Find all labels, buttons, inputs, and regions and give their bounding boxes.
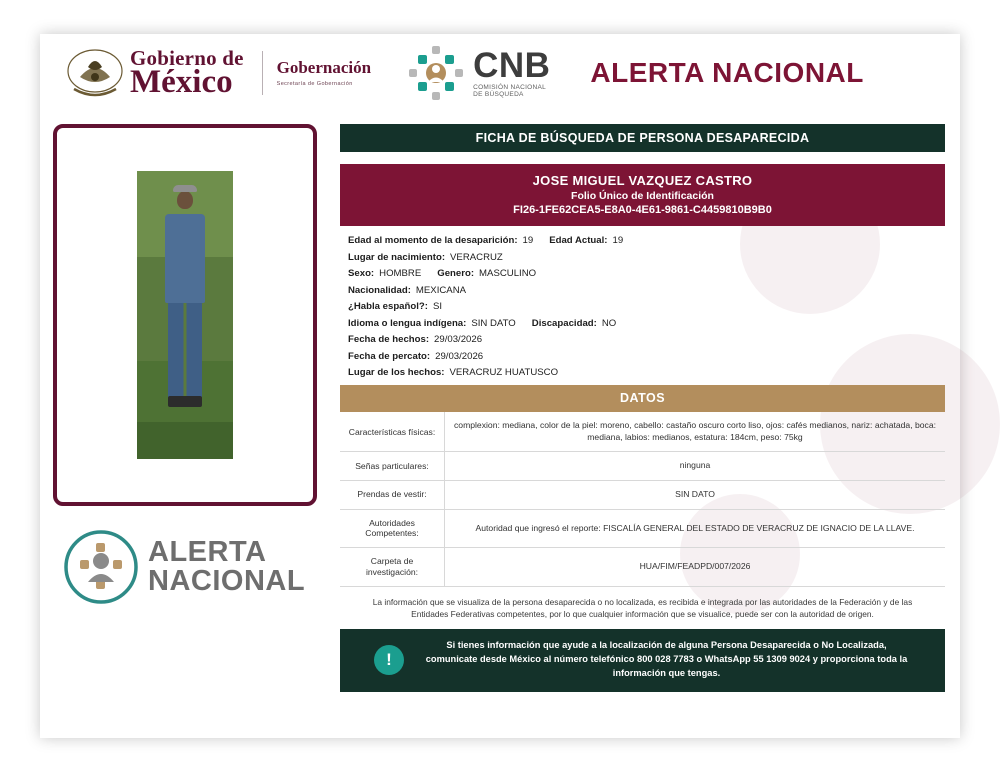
field-row <box>348 334 945 345</box>
cnb-subtitle-1: COMISIÓN NACIONAL <box>473 84 547 91</box>
alert-sheet <box>40 34 960 738</box>
alerta-mark-icon <box>64 530 138 604</box>
field-label: Fecha de percato: <box>348 350 431 362</box>
field-label-2: Discapacidad: <box>531 317 597 329</box>
ficha-banner: FICHA DE BÚSQUEDA DE PERSONA DESAPARECIDA <box>340 124 945 152</box>
table-row <box>340 412 945 452</box>
field-value: 29/03/2026 <box>435 350 484 362</box>
field-value: SIN DATO <box>471 317 516 329</box>
contact-footer <box>340 629 945 692</box>
gobierno-line2: México <box>130 63 233 100</box>
identity-banner <box>340 164 945 226</box>
alerta-logo-line2: NACIONAL <box>148 565 306 597</box>
gobierno-line1: Gobierno de <box>130 45 244 70</box>
row-label: Características físicas: <box>340 412 445 452</box>
table-row <box>340 548 945 586</box>
page-header <box>40 34 960 112</box>
cnb-logo <box>407 44 550 102</box>
row-value: HUA/FIM/FEADPD/007/2026 <box>445 548 946 586</box>
photo-frame <box>53 124 317 506</box>
folio-value: FI26-1FE62CEA5-E8A0-4E61-9861-C4459810B9B0 <box>513 204 772 216</box>
field-label-2: Genero: <box>437 268 475 280</box>
cnb-acronym: CNB <box>473 46 551 85</box>
field-row <box>348 351 945 362</box>
cnb-subtitle-2: DE BÚSQUEDA <box>473 90 524 98</box>
field-label: Nacionalidad: <box>348 284 411 296</box>
field-value: VERACRUZ HUATUSCO <box>449 367 559 379</box>
cnb-mark-icon <box>407 44 465 102</box>
record-panel <box>340 124 945 692</box>
field-label: Sexo: <box>348 268 375 280</box>
cnb-text <box>473 48 550 98</box>
field-value: VERACRUZ <box>450 251 503 263</box>
field-row <box>348 268 945 279</box>
header-divider <box>262 51 263 95</box>
person-name: JOSE MIGUEL VAZQUEZ CASTRO <box>532 173 753 188</box>
field-value-2: NO <box>601 317 617 329</box>
field-row <box>348 235 945 246</box>
escudo-nacional-icon <box>66 47 124 99</box>
field-row <box>348 367 945 378</box>
field-row <box>348 301 945 312</box>
gobernacion-subtitle: Secretaría de Gobernación <box>276 80 353 87</box>
field-label: Fecha de hechos: <box>348 334 430 346</box>
table-row <box>340 509 945 547</box>
row-value: ninguna <box>445 452 946 481</box>
alerta-nacional-logo <box>64 526 324 608</box>
alerta-logo-line1: ALERTA <box>148 536 267 568</box>
field-value-2: MASCULINO <box>479 268 537 280</box>
datos-table <box>340 412 945 586</box>
field-label: Lugar de nacimiento: <box>348 251 446 263</box>
row-label: Prendas de vestir: <box>340 481 445 510</box>
field-label: Edad al momento de la desaparición: <box>348 235 518 246</box>
field-label: Lugar de los hechos: <box>348 367 445 379</box>
row-label: Carpeta de investigación: <box>340 548 445 586</box>
field-row <box>348 285 945 296</box>
field-label-2: Edad Actual: <box>549 235 608 246</box>
gobierno-de-mexico-logo <box>66 47 244 99</box>
row-label: Señas particulares: <box>340 452 445 481</box>
row-value: SIN DATO <box>445 481 946 510</box>
field-value-2: 19 <box>612 235 624 246</box>
field-row <box>348 318 945 329</box>
table-row <box>340 452 945 481</box>
field-label: Idioma o lengua indígena: <box>348 317 467 329</box>
table-row <box>340 481 945 510</box>
person-photo <box>137 171 233 459</box>
field-value: 29/03/2026 <box>434 334 483 346</box>
field-label: ¿Habla español?: <box>348 301 428 313</box>
alerta-nacional-title: ALERTA NACIONAL <box>590 57 864 88</box>
datos-header: DATOS <box>340 385 945 412</box>
gobernacion-logo <box>277 59 371 87</box>
field-value: 19 <box>522 235 534 246</box>
row-label: Autoridades Competentes: <box>340 509 445 547</box>
fields-list <box>340 235 945 378</box>
gobernacion-title: Gobernación <box>276 58 372 78</box>
field-row <box>348 252 945 263</box>
row-value: Autoridad que ingresó el reporte: FISCALÍA GENERAL DEL ESTADO DE VERACRUZ DE IGNACIO DE LA LLAVE. <box>445 509 946 547</box>
field-value: SI <box>432 301 443 313</box>
contact-footer-text: Si tienes información que ayude a la localización de alguna Persona Desaparecida o No Localizada, comunicate desde México al número telefónico 800 028 7783 o WhatsApp 55 1309 9024 y proporciona toda la información que tengas. <box>425 639 908 678</box>
gobierno-text <box>130 45 244 100</box>
row-value: complexion: mediana, color de la piel: moreno, cabello: castaño oscuro corto liso, ojos: cafés medianos, nariz: achatada, boca: mediana, labios: medianos, estatura: 184cm, peso: 75kg <box>445 412 946 452</box>
exclamation-icon: ! <box>374 645 404 675</box>
alerta-logo-text <box>148 538 305 596</box>
field-value: MEXICANA <box>415 284 467 296</box>
field-value: HOMBRE <box>379 268 422 280</box>
disclaimer-text: La información que se visualiza de la persona desaparecida o no localizada, es recibida e integrada por las autoridades de la Federación y de las Entidades Federativas competentes, por lo que cualquier información que se visualice, puede ser con la autoridad de origen. <box>372 596 913 619</box>
folio-label: Folio Único de Identificación <box>571 190 714 202</box>
